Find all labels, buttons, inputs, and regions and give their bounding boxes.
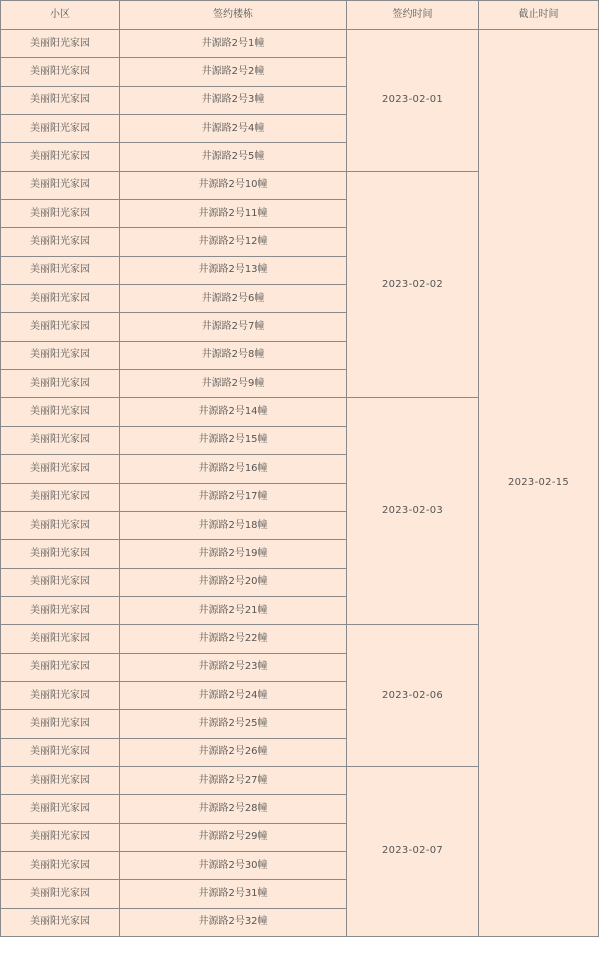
building-cell: 井源路2号5幢 xyxy=(120,143,347,171)
building-cell: 井源路2号17幢 xyxy=(120,483,347,511)
community-cell: 美丽阳光家园 xyxy=(1,795,120,823)
header-sign-date: 签约时间 xyxy=(347,1,479,30)
building-cell: 井源路2号32幢 xyxy=(120,908,347,936)
building-cell: 井源路2号19幢 xyxy=(120,540,347,568)
community-cell: 美丽阳光家园 xyxy=(1,625,120,653)
community-cell: 美丽阳光家园 xyxy=(1,681,120,709)
building-cell: 井源路2号25幢 xyxy=(120,710,347,738)
building-cell: 井源路2号30幢 xyxy=(120,851,347,879)
community-cell: 美丽阳光家园 xyxy=(1,766,120,794)
table-row xyxy=(1,30,599,58)
community-cell: 美丽阳光家园 xyxy=(1,256,120,284)
community-cell: 美丽阳光家园 xyxy=(1,171,120,199)
building-cell: 井源路2号16幢 xyxy=(120,455,347,483)
community-cell: 美丽阳光家园 xyxy=(1,851,120,879)
community-cell: 美丽阳光家园 xyxy=(1,228,120,256)
building-cell: 井源路2号27幢 xyxy=(120,766,347,794)
community-cell: 美丽阳光家园 xyxy=(1,738,120,766)
building-cell: 井源路2号31幢 xyxy=(120,880,347,908)
community-cell: 美丽阳光家园 xyxy=(1,58,120,86)
community-cell: 美丽阳光家园 xyxy=(1,455,120,483)
building-cell: 井源路2号18幢 xyxy=(120,511,347,539)
building-cell: 井源路2号28幢 xyxy=(120,795,347,823)
building-cell: 井源路2号29幢 xyxy=(120,823,347,851)
building-cell: 井源路2号7幢 xyxy=(120,313,347,341)
building-cell: 井源路2号14幢 xyxy=(120,398,347,426)
sign-date-cell: 2023-02-02 xyxy=(347,171,479,398)
community-cell: 美丽阳光家园 xyxy=(1,653,120,681)
community-cell: 美丽阳光家园 xyxy=(1,596,120,624)
community-cell: 美丽阳光家园 xyxy=(1,540,120,568)
header-deadline: 截止时间 xyxy=(479,1,599,30)
building-cell: 井源路2号2幢 xyxy=(120,58,347,86)
building-cell: 井源路2号20幢 xyxy=(120,568,347,596)
community-cell: 美丽阳光家园 xyxy=(1,511,120,539)
table-header xyxy=(1,1,599,30)
building-cell: 井源路2号9幢 xyxy=(120,370,347,398)
community-cell: 美丽阳光家园 xyxy=(1,398,120,426)
header-row xyxy=(1,1,599,30)
community-cell: 美丽阳光家园 xyxy=(1,115,120,143)
header-building: 签约楼栋 xyxy=(120,1,347,30)
building-cell: 井源路2号15幢 xyxy=(120,426,347,454)
building-cell: 井源路2号10幢 xyxy=(120,171,347,199)
building-cell: 井源路2号24幢 xyxy=(120,681,347,709)
community-cell: 美丽阳光家园 xyxy=(1,568,120,596)
building-cell: 井源路2号11幢 xyxy=(120,200,347,228)
building-cell: 井源路2号1幢 xyxy=(120,30,347,58)
building-cell: 井源路2号4幢 xyxy=(120,115,347,143)
community-cell: 美丽阳光家园 xyxy=(1,426,120,454)
community-cell: 美丽阳光家园 xyxy=(1,285,120,313)
community-cell: 美丽阳光家园 xyxy=(1,370,120,398)
sign-date-cell: 2023-02-03 xyxy=(347,398,479,625)
community-cell: 美丽阳光家园 xyxy=(1,823,120,851)
building-cell: 井源路2号13幢 xyxy=(120,256,347,284)
community-cell: 美丽阳光家园 xyxy=(1,143,120,171)
building-cell: 井源路2号8幢 xyxy=(120,341,347,369)
sign-date-cell: 2023-02-07 xyxy=(347,766,479,936)
community-cell: 美丽阳光家园 xyxy=(1,908,120,936)
deadline-cell: 2023-02-15 xyxy=(479,30,599,937)
table-body xyxy=(1,30,599,937)
building-cell: 井源路2号22幢 xyxy=(120,625,347,653)
community-cell: 美丽阳光家园 xyxy=(1,200,120,228)
community-cell: 美丽阳光家园 xyxy=(1,86,120,114)
community-cell: 美丽阳光家园 xyxy=(1,880,120,908)
building-cell: 井源路2号12幢 xyxy=(120,228,347,256)
community-cell: 美丽阳光家园 xyxy=(1,341,120,369)
community-cell: 美丽阳光家园 xyxy=(1,483,120,511)
header-community: 小区 xyxy=(1,1,120,30)
building-cell: 井源路2号26幢 xyxy=(120,738,347,766)
building-cell: 井源路2号23幢 xyxy=(120,653,347,681)
building-cell: 井源路2号3幢 xyxy=(120,86,347,114)
sign-date-cell: 2023-02-06 xyxy=(347,625,479,767)
building-cell: 井源路2号6幢 xyxy=(120,285,347,313)
building-cell: 井源路2号21幢 xyxy=(120,596,347,624)
community-cell: 美丽阳光家园 xyxy=(1,30,120,58)
sign-date-cell: 2023-02-01 xyxy=(347,30,479,172)
community-cell: 美丽阳光家园 xyxy=(1,710,120,738)
community-cell: 美丽阳光家园 xyxy=(1,313,120,341)
